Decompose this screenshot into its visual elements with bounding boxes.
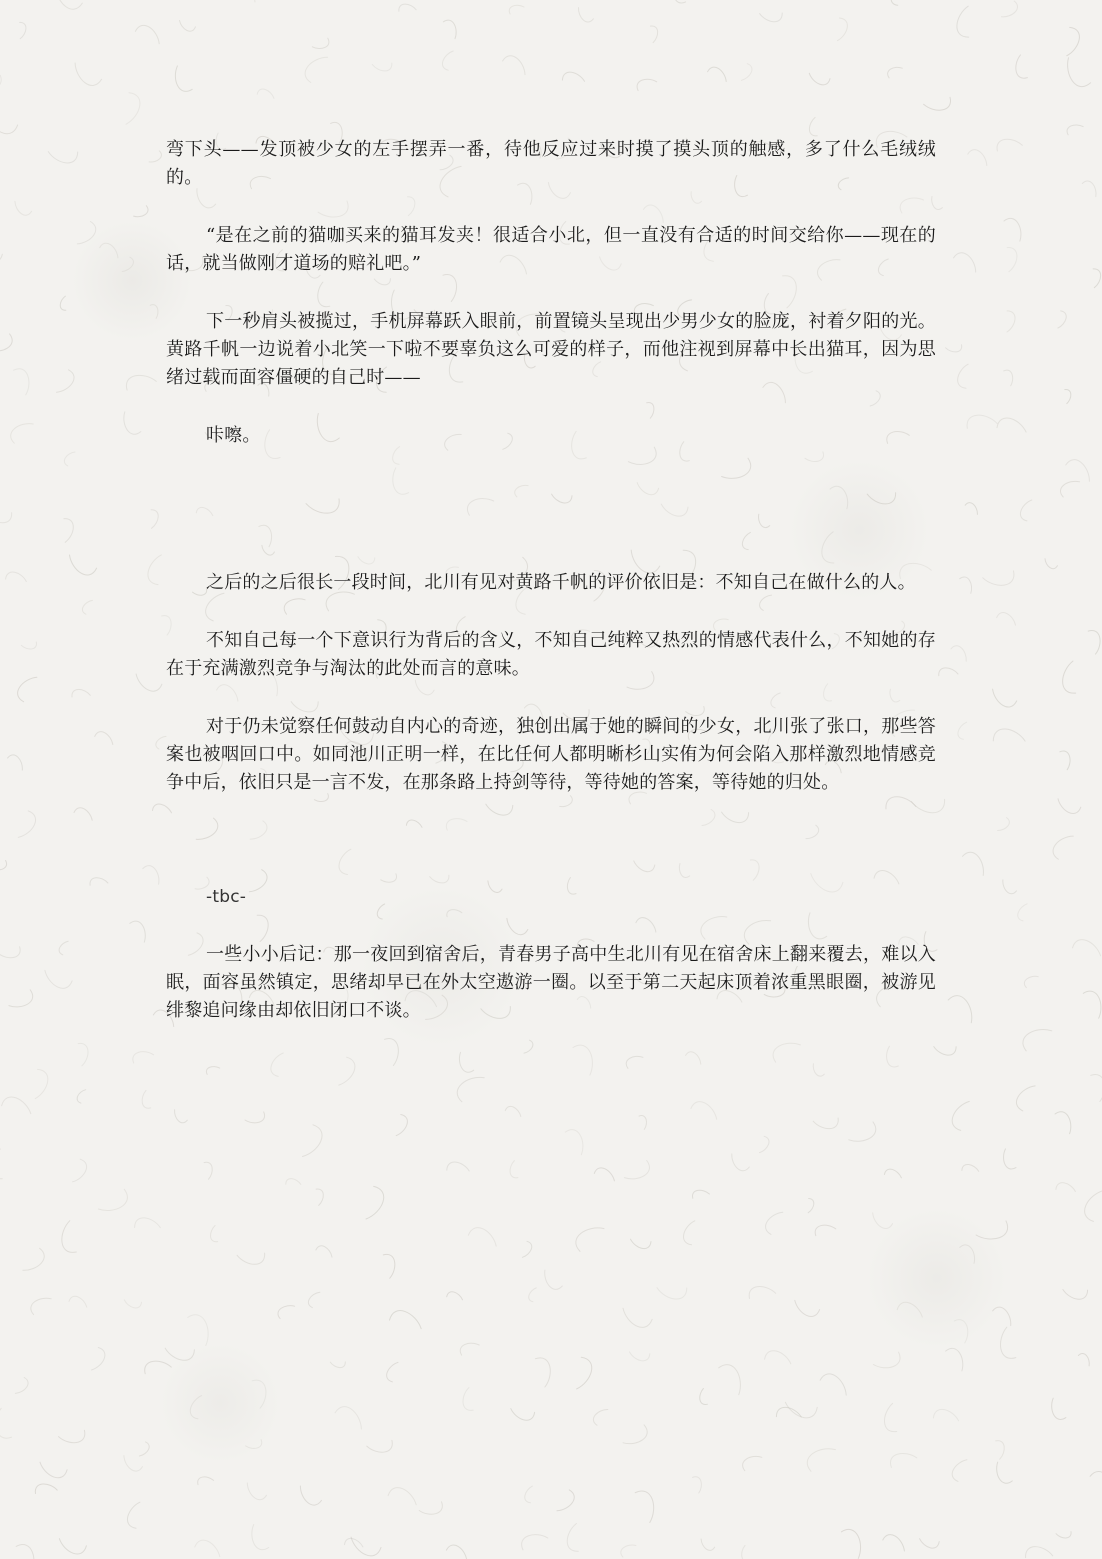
- texture-swirl: [48, 152, 77, 163]
- paragraph-2: “是在之前的猫咖买来的猫耳发夹！很适合小北，但一直没有合适的时间交给你——现在的话，就当做刚才道场的赔礼吧。”: [166, 225, 936, 274]
- texture-swirl: [2, 1097, 31, 1114]
- texture-swirl: [139, 1442, 149, 1456]
- texture-swirl: [1056, 1532, 1071, 1538]
- texture-swirl: [576, 1228, 604, 1251]
- texture-swirl: [126, 93, 140, 125]
- texture-swirl: [165, 1348, 194, 1360]
- texture-swirl: [578, 8, 593, 22]
- texture-swirl: [1060, 481, 1079, 497]
- texture-swirl: [692, 1190, 709, 1198]
- texture-swirl: [20, 22, 26, 38]
- texture-swirl: [77, 1090, 86, 1103]
- texture-swirl: [873, 1213, 893, 1229]
- texture-swirl: [1068, 58, 1091, 87]
- texture-swirl: [1020, 500, 1031, 521]
- texture-swirl: [993, 1307, 1011, 1325]
- texture-swirl: [650, 26, 657, 43]
- texture-swirl: [40, 1462, 67, 1478]
- texture-swirl: [0, 114, 18, 134]
- texture-swirl: [760, 13, 783, 22]
- texture-swirl: [958, 722, 967, 739]
- texture-swirl: [1063, 1290, 1088, 1300]
- texture-swirl: [142, 1090, 151, 1108]
- texture-swirl: [719, 1365, 741, 1395]
- texture-swirl: [1004, 370, 1013, 386]
- texture-swirl: [15, 1378, 28, 1394]
- texture-swirl: [637, 79, 657, 90]
- texture-swirl: [820, 1374, 846, 1395]
- texture-swirl: [70, 555, 97, 575]
- texture-swirl: [621, 1545, 636, 1557]
- texture-swirl: [246, 1440, 262, 1449]
- texture-swirl: [396, 1115, 407, 1136]
- texture-swirl: [122, 257, 133, 271]
- texture-swirl: [998, 818, 1010, 831]
- texture-swirl: [134, 206, 148, 217]
- texture-swirl: [57, 370, 75, 393]
- texture-swirl: [45, 970, 72, 988]
- texture-swirl: [1016, 55, 1028, 78]
- texture-swirl: [56, 0, 83, 9]
- texture-swirl: [701, 1539, 715, 1550]
- texture-swirl: [809, 117, 817, 135]
- texture-swirl: [0, 947, 20, 958]
- texture-swirl: [468, 1228, 496, 1246]
- texture-swirl: [82, 600, 92, 614]
- texture-swirl: [525, 1486, 533, 1503]
- texture-swirl: [1058, 799, 1081, 814]
- texture-swirl: [967, 415, 997, 428]
- texture-swirl: [446, 1545, 467, 1559]
- texture-swirl: [510, 1161, 518, 1178]
- texture-swirl: [18, 677, 37, 702]
- texture-swirl: [95, 732, 113, 745]
- texture-swirl: [11, 424, 34, 444]
- texture-swirl: [247, 1483, 266, 1500]
- texture-swirl: [960, 1245, 975, 1263]
- texture-swirl: [9, 990, 33, 1007]
- texture-swirl: [388, 1488, 416, 1505]
- texture-swirl: [335, 1407, 361, 1429]
- texture-swirl: [211, 1226, 218, 1242]
- texture-swirl: [175, 1110, 188, 1123]
- paragraph-4: 咔嚓。: [206, 425, 261, 446]
- texture-swirl: [631, 1239, 652, 1248]
- texture-swirl: [577, 1357, 592, 1389]
- texture-swirl: [0, 1408, 12, 1438]
- texture-swirl: [557, 1490, 574, 1511]
- texture-swirl: [684, 1221, 695, 1245]
- texture-swirl: [151, 510, 158, 529]
- texture-swirl: [14, 369, 29, 395]
- texture-swirl: [773, 1043, 800, 1062]
- texture-swirl: [535, 1358, 550, 1387]
- texture-swirl: [522, 1241, 531, 1257]
- texture-swirl: [624, 1161, 649, 1179]
- texture-swirl: [300, 1486, 321, 1505]
- texture-swirl: [459, 1052, 473, 1072]
- texture-swirl: [16, 1545, 34, 1559]
- texture-swirl: [960, 577, 972, 593]
- texture-swirl: [149, 151, 161, 162]
- texture-swirl: [809, 73, 830, 85]
- texture-swirl: [237, 1253, 265, 1264]
- texture-swirl: [997, 1462, 1013, 1483]
- texture-swirl: [951, 646, 966, 661]
- texture-swirl: [204, 1162, 212, 1179]
- texture-swirl: [1004, 1149, 1016, 1169]
- paragraph-3: 下一秒肩头被揽过，手机屏幕跃入眼前，前置镜头呈现出少男少女的脸庞，衬着夕阳的光。黄路千帆一边说着小北笑一下啦不要辜负这么可爱的样子，而他注视到屏幕中长出猫耳，因为思绪过载而面容僵硬的自己时——: [166, 311, 936, 388]
- texture-swirl: [72, 689, 90, 697]
- texture-swirl: [419, 1502, 442, 1514]
- texture-swirl: [1073, 940, 1101, 956]
- texture-swirl: [23, 1248, 44, 1270]
- texture-swirl: [1063, 661, 1076, 693]
- texture-swirl: [1000, 1327, 1015, 1358]
- texture-swirl: [59, 941, 68, 955]
- texture-swirl: [657, 1288, 687, 1299]
- texture-swirl: [447, 1162, 469, 1171]
- texture-swirl: [741, 64, 752, 81]
- texture-swirl: [1004, 218, 1021, 241]
- document-body: [166, 136, 936, 1025]
- texture-swirl: [180, 21, 196, 32]
- texture-swirl: [1007, 248, 1017, 272]
- texture-swirl: [505, 1106, 521, 1116]
- texture-swirl: [1052, 1398, 1066, 1419]
- texture-swirl: [567, 1524, 578, 1552]
- texture-swirl: [1093, 269, 1101, 288]
- texture-swirl: [883, 1535, 905, 1551]
- texture-swirl: [623, 1425, 647, 1444]
- texture-swirl: [75, 63, 102, 85]
- texture-swirl: [124, 1300, 141, 1308]
- texture-swirl: [457, 1077, 484, 1101]
- texture-swirl: [190, 1396, 201, 1419]
- texture-swirl: [15, 201, 32, 215]
- texture-swirl: [460, 1343, 479, 1355]
- texture-swirl: [308, 1292, 320, 1307]
- texture-swirl: [92, 1348, 105, 1371]
- texture-swirl: [21, 642, 36, 649]
- texture-swirl: [884, 1169, 901, 1178]
- texture-swirl: [18, 811, 35, 838]
- texture-swirl: [0, 249, 2, 261]
- texture-swirl: [1066, 460, 1090, 482]
- texture-swirl: [946, 345, 962, 352]
- texture-swirl: [1078, 1353, 1089, 1365]
- texture-swirl: [156, 736, 166, 749]
- texture-swirl: [529, 1288, 537, 1302]
- texture-swirl: [700, 1389, 708, 1405]
- texture-swirl: [150, 305, 158, 319]
- texture-swirl: [442, 51, 453, 70]
- texture-swirl: [100, 243, 118, 258]
- texture-swirl: [952, 1460, 967, 1482]
- texture-swirl: [934, 1047, 956, 1056]
- texture-swirl: [316, 1189, 323, 1205]
- texture-swirl: [693, 1477, 702, 1493]
- texture-swirl: [271, 1053, 283, 1076]
- texture-swirl: [1003, 880, 1017, 894]
- texture-swirl: [316, 1246, 332, 1257]
- texture-swirl: [148, 555, 161, 585]
- texture-swirl: [447, 1292, 463, 1300]
- texture-swirl: [691, 1102, 717, 1120]
- texture-swirl: [175, 66, 192, 91]
- texture-swirl: [1002, 1, 1018, 17]
- texture-swirl: [732, 1154, 750, 1171]
- texture-swirl: [255, 0, 287, 2]
- texture-swirl: [145, 1361, 172, 1374]
- texture-swirl: [90, 878, 108, 886]
- texture-swirl: [1091, 1074, 1102, 1101]
- texture-swirl: [0, 513, 12, 523]
- texture-swirl: [873, 1352, 900, 1368]
- texture-swirl: [59, 1539, 86, 1554]
- texture-swirl: [339, 1057, 355, 1085]
- afterword-paragraph: 一些小小后记：那一夜回到宿舍后，青春男子高中生北川有见在宿舍床上翻来覆去，难以入眠，面容虽然镇定，思绪却早已在外太空遨游一圈。以至于第二天起床顶着浓重黑眼圈，被游见绯黎追问缘由却依旧闭口不谈。: [166, 944, 936, 1021]
- texture-swirl: [993, 729, 1025, 741]
- texture-swirl: [686, 1052, 701, 1064]
- texture-swirl: [897, 1302, 922, 1317]
- texture-swirl: [997, 418, 1026, 432]
- texture-swirl: [626, 1056, 643, 1068]
- texture-swirl: [8, 755, 23, 770]
- texture-swirl: [1055, 1112, 1071, 1134]
- texture-swirl: [1065, 390, 1071, 404]
- texture-swirl: [511, 1409, 535, 1421]
- texture-swirl: [958, 364, 968, 388]
- texture-swirl: [760, 1136, 769, 1152]
- texture-swirl: [127, 1502, 139, 1528]
- texture-swirl: [188, 1315, 208, 1346]
- texture-swirl: [813, 1118, 838, 1129]
- texture-swirl: [303, 1125, 323, 1157]
- texture-swirl: [387, 1362, 398, 1382]
- texture-swirl: [383, 1254, 395, 1278]
- texture-swirl: [573, 1045, 592, 1075]
- texture-swirl: [372, 63, 392, 71]
- texture-swirl: [1088, 630, 1100, 654]
- tbc-marker: -tbc-: [206, 887, 247, 907]
- texture-swirl: [390, 1311, 422, 1329]
- texture-swirl: [976, 1221, 1008, 1239]
- texture-swirl: [503, 56, 525, 75]
- texture-swirl: [1056, 1183, 1076, 1192]
- texture-swirl: [286, 1179, 301, 1185]
- texture-swirl: [884, 1403, 896, 1431]
- texture-swirl: [1024, 976, 1038, 987]
- texture-swirl: [509, 5, 524, 14]
- texture-swirl: [522, 1535, 548, 1550]
- texture-swirl: [6, 572, 27, 581]
- texture-swirl: [749, 1287, 776, 1299]
- texture-swirl: [623, 1308, 652, 1327]
- texture-swirl: [312, 38, 329, 48]
- texture-swirl: [1083, 991, 1101, 1018]
- texture-swirl: [815, 1225, 836, 1236]
- texture-swirl: [1053, 836, 1073, 859]
- texture-swirl: [674, 0, 686, 3]
- texture-swirl: [0, 334, 12, 351]
- texture-swirl: [765, 1351, 791, 1364]
- texture-swirl: [965, 503, 977, 515]
- texture-swirl: [257, 89, 274, 98]
- texture-swirl: [593, 1409, 607, 1425]
- texture-swirl: [954, 253, 976, 272]
- texture-swirl: [130, 921, 145, 942]
- texture-swirl: [64, 452, 75, 466]
- texture-swirl: [1085, 1190, 1102, 1221]
- texture-swirl: [630, 1352, 650, 1361]
- texture-swirl: [1016, 1086, 1035, 1111]
- texture-swirl: [98, 1189, 127, 1210]
- texture-swirl: [1007, 311, 1015, 332]
- texture-swirl: [952, 1101, 969, 1130]
- texture-swirl: [849, 1122, 876, 1141]
- texture-swirl: [385, 1039, 399, 1066]
- texture-swirl: [743, 1456, 762, 1470]
- texture-swirl: [996, 1441, 1005, 1460]
- texture-swirl: [838, 18, 848, 41]
- paragraph-5: 之后的之后很长一段时间，北川有见对黄路千帆的评价依旧是：不知自己在做什么的人。: [206, 572, 916, 593]
- texture-swirl: [946, 1348, 963, 1371]
- texture-swirl: [1018, 904, 1027, 921]
- texture-swirl: [957, 6, 969, 37]
- texture-swirl: [74, 808, 92, 821]
- texture-swirl: [124, 1456, 142, 1471]
- texture-swirl: [933, 1409, 958, 1420]
- texture-swirl: [305, 57, 327, 82]
- texture-swirl: [968, 150, 987, 166]
- texture-swirl: [954, 1320, 967, 1343]
- texture-swirl: [565, 1130, 583, 1155]
- texture-swirl: [69, 1296, 87, 1307]
- texture-swirl: [0, 75, 1, 88]
- texture-swirl: [545, 1270, 563, 1289]
- texture-swirl: [766, 1212, 783, 1234]
- texture-swirl: [785, 1402, 817, 1418]
- texture-swirl: [31, 1298, 51, 1314]
- texture-swirl: [1060, 751, 1070, 770]
- texture-swirl: [890, 1453, 916, 1467]
- paragraph-6: 不知自己每一个下意识行为背后的含义，不知自己纯粹又热烈的情感代表什么，不知她的存在于充满激烈竞争与淘汰的此处而言的意味。: [166, 630, 936, 679]
- texture-swirl: [59, 1430, 85, 1442]
- texture-swirl: [73, 1159, 87, 1182]
- texture-swirl: [64, 519, 73, 543]
- texture-swirl: [1090, 1472, 1102, 1496]
- texture-swirl: [133, 1052, 154, 1063]
- texture-swirl: [948, 996, 972, 1023]
- texture-swirl: [795, 1300, 820, 1316]
- texture-swirl: [562, 72, 584, 81]
- texture-swirl: [887, 1046, 899, 1067]
- texture-swirl: [997, 139, 1022, 151]
- texture-swirl: [742, 1545, 750, 1559]
- texture-swirl: [330, 1362, 345, 1368]
- texture-swirl: [443, 20, 456, 39]
- texture-swirl: [463, 1388, 473, 1411]
- texture-swirl: [807, 1449, 835, 1472]
- texture-swirl: [962, 1164, 979, 1171]
- texture-swirl: [0, 861, 7, 870]
- texture-swirl: [35, 1069, 48, 1098]
- texture-swirl: [135, 1218, 161, 1228]
- texture-swirl: [842, 1529, 861, 1558]
- texture-swirl: [0, 1149, 2, 1179]
- texture-swirl: [126, 375, 156, 390]
- texture-swirl: [888, 67, 903, 78]
- texture-swirl: [1026, 1547, 1053, 1558]
- texture-swirl: [1067, 125, 1083, 135]
- texture-swirl: [997, 613, 1016, 626]
- texture-swirl: [35, 1484, 57, 1493]
- texture-swirl: [639, 1116, 646, 1130]
- texture-swirl: [206, 1067, 219, 1075]
- texture-swirl: [366, 1186, 384, 1219]
- texture-swirl: [920, 1539, 940, 1548]
- texture-swirl: [143, 866, 159, 885]
- texture-swirl: [60, 296, 66, 310]
- texture-swirl: [808, 1199, 814, 1213]
- texture-swirl: [924, 97, 951, 110]
- texture-swirl: [252, 1380, 266, 1408]
- texture-swirl: [1082, 181, 1096, 197]
- texture-swirl: [524, 1040, 533, 1053]
- texture-swirl: [367, 1440, 392, 1452]
- texture-swirl: [993, 689, 1017, 707]
- texture-swirl: [135, 25, 159, 43]
- texture-swirl: [245, 1112, 265, 1123]
- texture-swirl: [635, 1491, 653, 1523]
- texture-swirl: [136, 674, 162, 691]
- texture-swirl: [1023, 1029, 1052, 1050]
- paragraph-7: 对于仍未觉察任何鼓动自内心的奇迹，独创出属于她的瞬间的少女，北川张了张口，那些答案也被咽回口中。如同池川正明一样，在比任何人都明晰杉山实侑为何会陷入那样激烈地情感竞争中后，依旧只是一言不发，在那条路上持剑等待，等待她的答案，等待她的归处。: [166, 716, 936, 793]
- texture-swirl: [813, 1064, 824, 1076]
- texture-swirl: [252, 1525, 269, 1550]
- texture-swirl: [399, 4, 416, 11]
- texture-swirl: [78, 1043, 88, 1065]
- texture-swirl: [983, 571, 1014, 585]
- texture-swirl: [1067, 27, 1080, 55]
- texture-swirl: [963, 852, 984, 875]
- paragraph-1: 弯下头——发顶被少女的左手摆弄一番，待他反应过来时摸了摸头顶的触感，多了什么毛绒绒的。: [166, 139, 936, 188]
- texture-swirl: [278, 1306, 295, 1319]
- texture-swirl: [124, 412, 141, 434]
- texture-swirl: [939, 668, 958, 676]
- texture-swirl: [1058, 311, 1066, 328]
- texture-swirl: [195, 1540, 220, 1556]
- texture-swirl: [594, 1168, 614, 1181]
- texture-swirl: [1045, 559, 1057, 569]
- texture-swirl: [891, 0, 900, 5]
- texture-swirl: [62, 1221, 76, 1253]
- texture-swirl: [708, 67, 727, 81]
- texture-swirl: [198, 1477, 214, 1485]
- texture-swirl: [77, 222, 95, 244]
